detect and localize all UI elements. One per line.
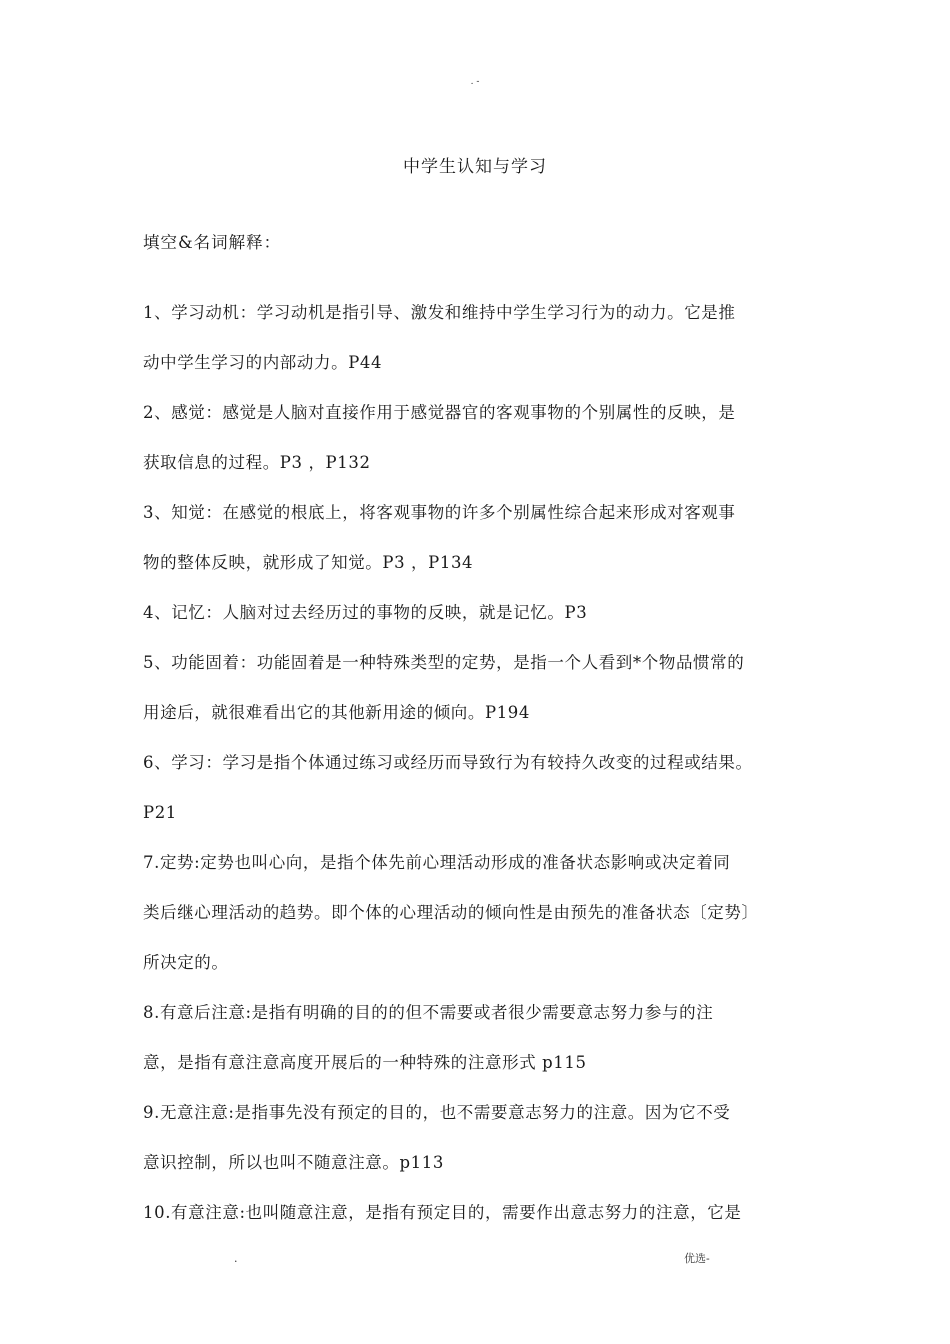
body-line: 6、学习：学习是指个体通过练习或经历而导致行为有较持久改变的过程或结果。 xyxy=(143,753,753,772)
body-line: 物的整体反映，就形成了知觉。P3 ，P134 xyxy=(143,553,474,572)
body-line: 5、功能固着：功能固着是一种特殊类型的定势，是指一个人看到*个物品惯常的 xyxy=(143,653,745,672)
body-line: 2、感觉：感觉是人脑对直接作用于感觉器官的客观事物的个别属性的反映，是 xyxy=(143,403,736,422)
body-line: 获取信息的过程。P3 ，P132 xyxy=(143,453,371,472)
body-line: P21 xyxy=(143,803,177,822)
section-label: 填空&名词解释： xyxy=(143,233,282,252)
document-title: 中学生认知与学习 xyxy=(403,157,547,177)
body-line: 8.有意后注意:是指有明确的目的的但不需要或者很少需要意志努力参与的注 xyxy=(143,1003,714,1022)
body-line: 所决定的。 xyxy=(143,953,229,972)
body-line: 意，是指有意注意高度开展后的一种特殊的注意形式 p115 xyxy=(143,1053,587,1072)
body-line: 1、学习动机：学习动机是指引导、激发和维持中学生学习行为的动力。它是推 xyxy=(143,303,736,322)
footer-mark: . xyxy=(234,1252,238,1265)
body-line: 9.无意注意:是指事先没有预定的目的，也不需要意志努力的注意。因为它不受 xyxy=(143,1103,731,1122)
body-line: 动中学生学习的内部动力。P44 xyxy=(143,353,383,372)
body-line: 类后继心理活动的趋势。即个体的心理活动的倾向性是由预先的准备状态〔定势〕 xyxy=(143,903,759,922)
body-line: 7.定势:定势也叫心向，是指个体先前心理活动形成的准备状态影响或决定着同 xyxy=(143,853,731,872)
body-line: 4、记忆：人脑对过去经历过的事物的反映，就是记忆。P3 xyxy=(143,603,588,622)
body-line: 用途后，就很难看出它的其他新用途的倾向。P194 xyxy=(143,703,530,722)
header-mark: . - xyxy=(470,77,480,87)
body-line: 3、知觉：在感觉的根底上，将客观事物的许多个别属性综合起来形成对客观事 xyxy=(143,503,736,522)
footer-text: 优选- xyxy=(684,1252,710,1265)
body-line: 意识控制，所以也叫不随意注意。p113 xyxy=(143,1153,444,1172)
body-line: 10.有意注意:也叫随意注意，是指有预定目的，需要作出意志努力的注意，它是 xyxy=(143,1203,742,1222)
document-body xyxy=(143,288,811,1238)
